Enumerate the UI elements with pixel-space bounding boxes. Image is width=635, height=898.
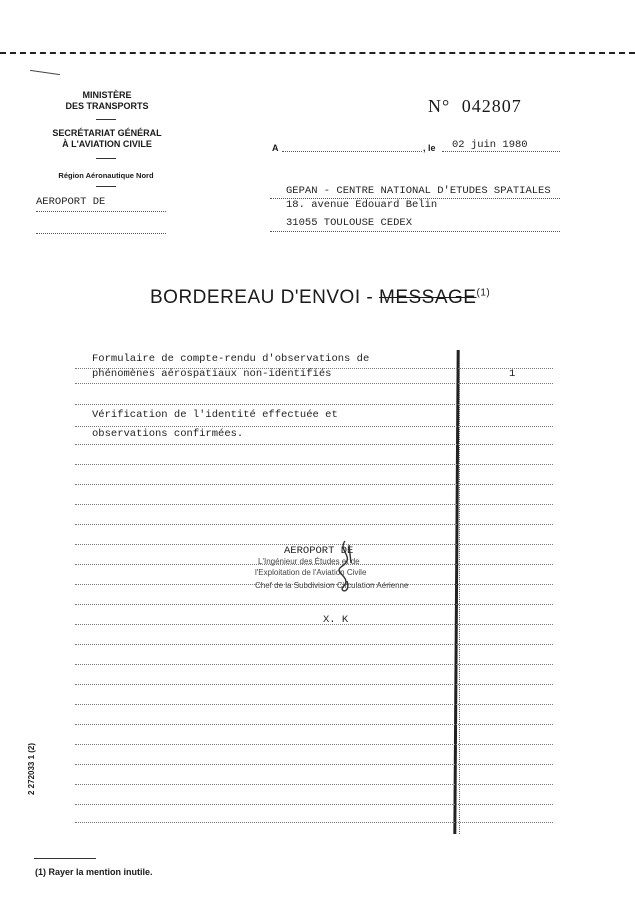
item-text: phénomènes aérospatiaux non-identifiés	[92, 368, 332, 380]
header-rule	[96, 119, 116, 120]
item-text: Formulaire de compte-rendu d'observations de	[92, 353, 370, 365]
secretariat-line2: À L'AVIATION CIVILE	[62, 139, 152, 149]
row-line	[75, 804, 553, 805]
region-label: Région Aéronautique Nord	[58, 171, 154, 180]
corner-mark	[30, 70, 60, 75]
row-line	[75, 426, 553, 427]
header-rule	[96, 158, 116, 159]
row-line	[75, 764, 553, 765]
title-footnote-ref: (1)	[476, 287, 491, 299]
row-line	[75, 524, 553, 525]
stamp-line1: L'Ingénieur des Études et de	[258, 557, 360, 566]
document-title	[150, 287, 490, 309]
row-line	[75, 744, 553, 745]
number-value: 042807	[461, 96, 522, 116]
airport-line	[36, 211, 166, 212]
recipient-dotline-2	[270, 231, 560, 232]
recipient-line1: GEPAN - CENTRE NATIONAL D'ETUDES SPATIALES	[286, 185, 551, 197]
ministry-line2: DES TRANSPORTS	[65, 101, 149, 111]
stamp-line3: Chef de la Subdivision Circulation Aérienne	[255, 581, 409, 590]
row-line	[75, 724, 553, 725]
recipient-line3: 31055 TOULOUSE CEDEX	[286, 217, 413, 229]
row-line	[75, 383, 553, 384]
row-line	[75, 664, 553, 665]
footnote-rule	[34, 858, 96, 859]
airport-label: AEROPORT DE	[36, 196, 106, 208]
row-line	[75, 404, 553, 405]
row-line	[75, 704, 553, 705]
header-rule	[96, 186, 116, 187]
row-line	[75, 604, 553, 605]
perforation-line	[0, 52, 635, 54]
form-code: 2 272033 1 (2)	[27, 742, 36, 795]
number-prefix: N°	[428, 96, 451, 116]
airport-line-2	[36, 233, 166, 234]
secretariat-block	[46, 128, 168, 150]
document-number	[428, 96, 522, 117]
date-line	[442, 151, 560, 152]
item-quantity: 1	[509, 368, 516, 380]
secretariat-line1: SECRÉTARIAT GÉNÉRAL	[52, 128, 162, 138]
row-line	[75, 822, 553, 823]
row-line	[75, 644, 553, 645]
title-struck-word: MESSAGE	[379, 287, 477, 308]
signature	[327, 537, 367, 597]
column-divider-dotted	[459, 350, 460, 834]
row-line	[75, 444, 553, 445]
date-value: 02 juin 1980	[452, 139, 528, 151]
row-line	[75, 784, 553, 785]
row-line	[75, 624, 553, 625]
recipient-line2: 18. avenue Edouard Belin	[286, 199, 438, 211]
row-line	[75, 684, 553, 685]
item-text: Vérification de l'identité effectuée et	[92, 409, 338, 421]
item-text: observations confirmées.	[92, 428, 244, 440]
a-label: A	[272, 143, 279, 153]
row-line	[75, 504, 553, 505]
row-line	[75, 464, 553, 465]
title-text: BORDEREAU D'ENVOI -	[150, 287, 374, 308]
stamp-line2: l'Exploitation de l'Aviation Civile	[255, 568, 367, 577]
stamp-airport: AEROPORT DE	[284, 545, 354, 557]
le-label: , le	[423, 143, 436, 153]
ministry-line1: MINISTÈRE	[82, 90, 132, 100]
footnote: (1) Rayer la mention inutile.	[35, 867, 153, 877]
place-line	[282, 151, 422, 152]
stamp-initials: X. K	[323, 614, 349, 626]
ministry-block	[52, 90, 162, 112]
row-line	[75, 484, 553, 485]
